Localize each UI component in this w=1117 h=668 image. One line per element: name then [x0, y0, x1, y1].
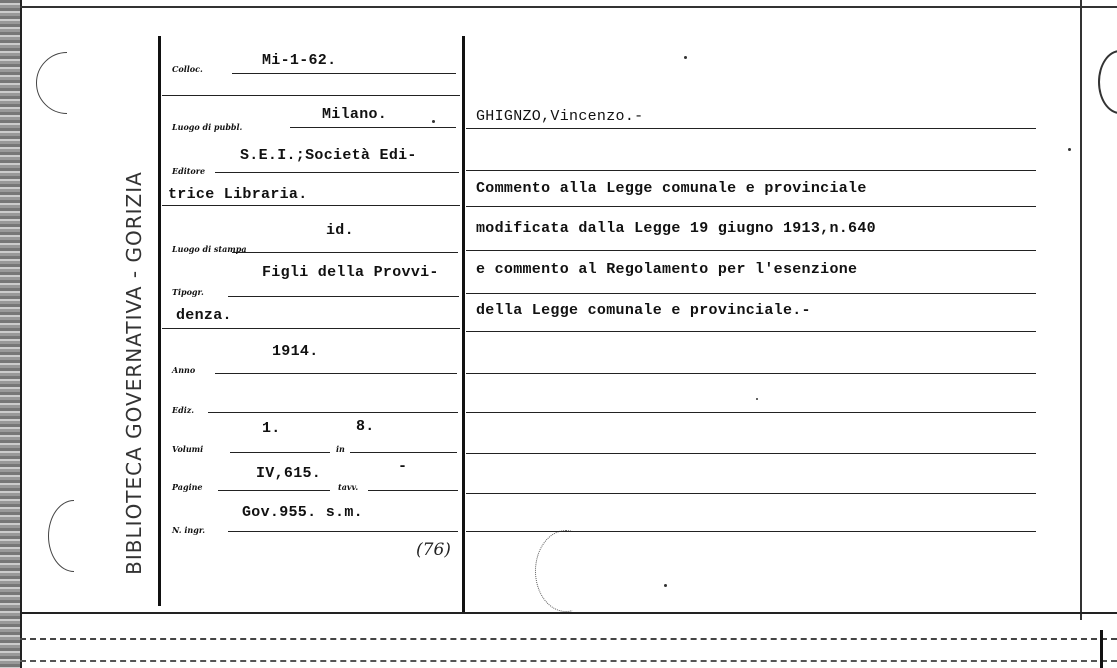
value-tipogr-2: denza.	[176, 307, 232, 324]
value-tavole: -	[398, 458, 408, 475]
label-luogo-pubbl: Luogo di pubbl.	[172, 122, 243, 132]
right-rule-7	[466, 373, 1036, 374]
entry-title-line-1: Commento alla Legge comunale e provinciale	[476, 180, 867, 197]
rule-ediz	[208, 412, 458, 413]
right-rule-2	[466, 170, 1036, 171]
speck-1	[684, 56, 687, 59]
rule-in	[350, 452, 457, 453]
right-rule-1	[466, 128, 1036, 129]
library-side-title	[120, 78, 148, 668]
rule-colloc	[232, 73, 456, 74]
label-luogo-stampa: Luogo di stampa	[172, 244, 247, 254]
value-volumi: 1.	[262, 420, 281, 437]
punch-hole-top	[36, 52, 98, 114]
column-divider-left	[158, 36, 161, 606]
left-border-line	[20, 0, 22, 668]
rule-stampa	[232, 252, 458, 253]
rule-anno	[215, 373, 457, 374]
top-edge	[20, 6, 1117, 8]
label-tipogr: Tipogr.	[172, 287, 204, 297]
label-editore: Editore	[172, 166, 206, 176]
label-tavole: tavv.	[338, 482, 359, 492]
value-luogo-stampa: id.	[326, 222, 354, 239]
label-pagine: Pagine	[172, 482, 203, 492]
label-volumi: Volumi	[172, 444, 204, 454]
value-colloc: Mi-1-62.	[262, 52, 337, 69]
library-name: BIBLIOTECA GOVERNATIVA - GORIZIA	[122, 171, 146, 575]
rule-tipogr-2	[162, 328, 460, 329]
column-divider-middle	[462, 36, 465, 614]
right-rule-8	[466, 412, 1036, 413]
rule-luogo	[290, 127, 456, 128]
entry-title-line-2: modificata dalla Legge 19 giugno 1913,n.640	[476, 220, 876, 237]
value-luogo-pubbl: Milano.	[322, 106, 388, 123]
right-rule-4	[466, 250, 1036, 251]
value-tipogr-1: Figli della Provvi-	[262, 264, 439, 281]
right-rule-6	[466, 331, 1036, 332]
rule-editore	[215, 172, 459, 173]
entry-title-line-3: e commento al Regolamento per l'esenzione	[476, 261, 858, 278]
value-anno: 1914.	[272, 343, 319, 360]
rule-section	[162, 95, 460, 96]
speck-3	[664, 584, 667, 587]
punch-hole-bottom	[48, 500, 100, 572]
left-border-strip	[0, 0, 20, 668]
label-ediz: Ediz.	[172, 405, 195, 415]
value-editore-2: trice Libraria.	[168, 186, 308, 203]
handwritten-note: (76)	[416, 540, 451, 560]
bottom-edge-dashed	[20, 638, 1117, 640]
right-rule-3	[466, 206, 1036, 207]
speck-2	[1068, 148, 1071, 151]
right-rule-9	[466, 453, 1036, 454]
rule-ningr	[228, 531, 458, 532]
entry-title-line-4: della Legge comunale e provinciale.-	[476, 302, 811, 319]
rule-tipogr	[228, 296, 459, 297]
rule-volumi	[230, 452, 330, 453]
right-rule-5	[466, 293, 1036, 294]
speck-4	[756, 398, 758, 400]
right-rule-10	[466, 493, 1036, 494]
bottom-edge-dashed-2	[20, 660, 1117, 662]
rule-pagine	[218, 490, 330, 491]
value-pagine: IV,615.	[256, 465, 322, 482]
label-n-ingr: N. ingr.	[172, 525, 206, 535]
right-rule-11	[466, 531, 1036, 532]
bottom-right-mark	[1100, 630, 1103, 668]
punch-hole-center	[535, 530, 597, 612]
label-anno: Anno	[172, 365, 196, 375]
value-editore-1: S.E.I.;Società Edi-	[240, 147, 417, 164]
entry-author: GHIGNZO,Vincenzo.-	[476, 108, 644, 125]
label-colloc: Colloc.	[172, 64, 203, 74]
label-in: in	[336, 444, 345, 454]
value-in: 8.	[356, 418, 375, 435]
bottom-edge	[20, 612, 1117, 614]
rule-editore-2	[162, 205, 460, 206]
speck-5	[432, 120, 435, 123]
value-n-ingr: Gov.955. s.m.	[242, 504, 363, 521]
punch-hole-right	[1098, 50, 1117, 114]
rule-tavole	[368, 490, 458, 491]
right-edge	[1080, 0, 1082, 620]
